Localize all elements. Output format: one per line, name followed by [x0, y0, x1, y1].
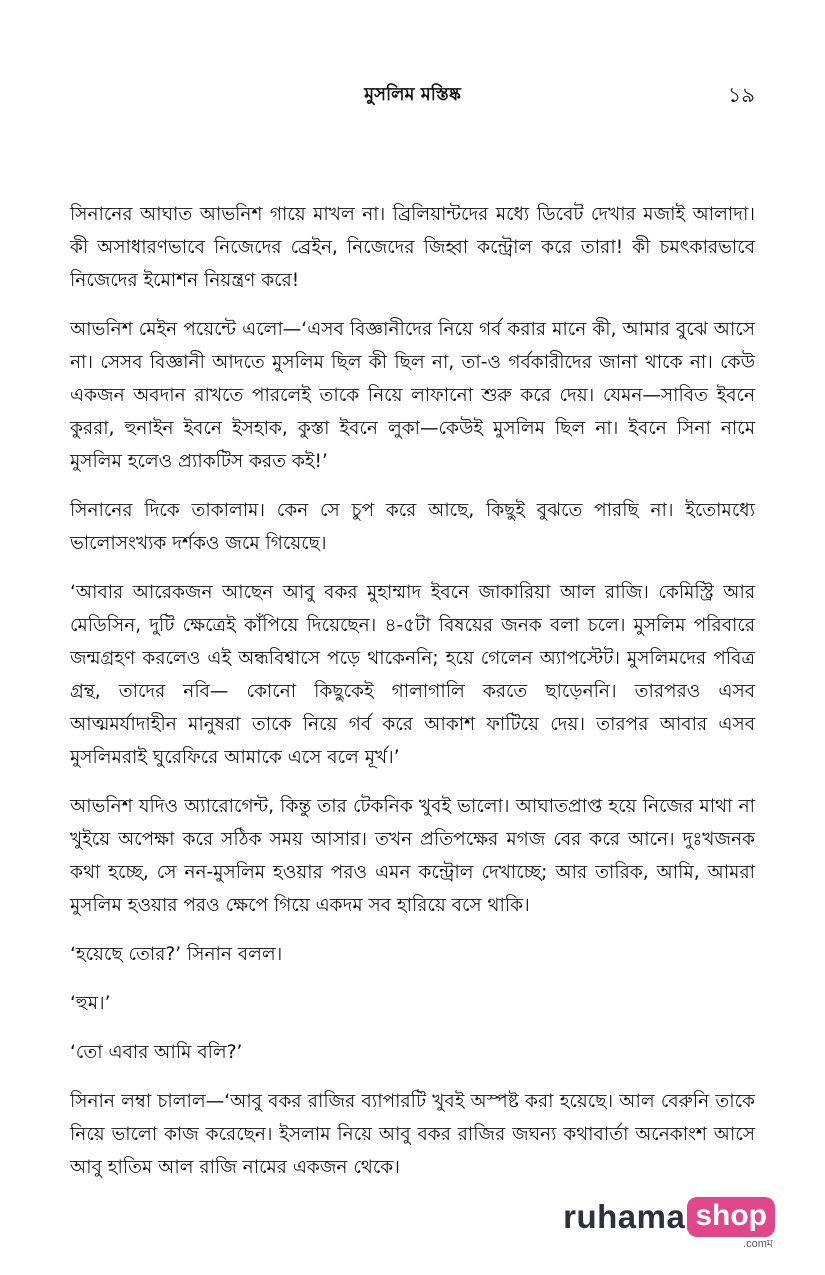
logo-text-domain: .comম	[743, 1238, 773, 1250]
paragraph-7: ‘হুম।’	[70, 993, 111, 1014]
page-number: ১৯	[727, 83, 755, 107]
page-header	[70, 80, 755, 110]
paragraph-5: আভনিশ যদিও অ্যারোগেন্ট, কিন্তু তার টেকনিক খুবই ভালো। আঘাতপ্রাপ্ত হয়ে নিজের মাথা না খুইয়ে অপেক্ষা করে সঠিক সময় আসার। তখন প্রতিপক্ষের মগজ বের করে আনে। দুঃখজনক কথা হচ্ছে, সে নন-মুসলিম হওয়ার পরও এমন কন্ট্রোল দেখাচ্ছে; আর তারিক, আমি, আমরা মুসলিম হওয়ার পরও ক্ষেপে গিয়ে একদম সব হারিয়ে বসে থাকি।	[70, 796, 755, 916]
paragraph-8: ‘তো এবার আমি বলি?’	[70, 1042, 243, 1063]
book-title: মুসলিম মস্তিষ্ক	[364, 84, 461, 105]
paragraph-1: সিনানের আঘাত আভনিশ গায়ে মাখল না। ব্রিলিয়ান্টদের মধ্যে ডিবেট দেখার মজাই আলাদা। কী অসাধারণভাবে নিজেদের ব্রেইন, নিজেদের জিহ্বা কন্ট্রোল করে তারা! কী চমৎকারভাবে নিজেদের ইমোশন নিয়ন্ত্রণ করে!	[70, 204, 755, 291]
ruhamashop-logo	[563, 1197, 775, 1250]
paragraph-3: সিনানের দিকে তাকালাম। কেন সে চুপ করে আছে, কিছুই বুঝতে পারছি না। ইতোমধ্যে ভালোসংখ্যক দর্শকও জমে গিয়েছে।	[70, 500, 755, 554]
paragraph-6: ‘হয়েছে তোর?’ সিনান বলল।	[70, 944, 283, 965]
paragraph-4: ‘আবার আরেকজন আছেন আবু বকর মুহাম্মাদ ইবনে জাকারিয়া আল রাজি। কেমিস্ট্রি আর মেডিসিন, দুটি ক্ষেত্রেই কাঁপিয়ে দিয়েছেন। ৪-৫টা বিষয়ের জনক বলা চলে। মুসলিম পরিবারে জন্মগ্রহণ করলেও এই অন্ধবিশ্বাসে পড়ে থাকেননি; হয়ে গেলেন অ্যাপস্টেট। মুসলিমদের পবিত্র গ্রন্থ, তাদের নবি— কোনো কিছুকেই গালাগালি করতে ছাড়েননি। তারপরও এসব আত্মমর্যাদাহীন মানুষরা তাকে নিয়ে গর্ব করে আকাশ ফাটিয়ে দেয়। তারপর আবার এসব মুসলিমরাই ঘুরেফিরে আমাকে এসে বলে মূর্খ।’	[70, 582, 755, 768]
logo-text-shop: shop	[687, 1197, 775, 1237]
paragraph-9: সিনান লম্বা চালাল—‘আবু বকর রাজির ব্যাপারটি খুবই অস্পষ্ট করা হয়েছে। আল বেরুনি তাকে নিয়ে ভালো কাজ করেছেন। ইসলাম নিয়ে আবু বকর রাজির জঘন্য কথাবার্তা অনেকাংশ আসে আবু হাতিম আল রাজি নামের একজন থেকে।	[70, 1091, 755, 1178]
logo-text-ruhama: ruhama	[563, 1198, 686, 1235]
paragraph-2: আভনিশ মেইন পয়েন্টে এলো—‘এসব বিজ্ঞানীদের নিয়ে গর্ব করার মানে কী, আমার বুঝে আসে না। সেসব বিজ্ঞানী আদতে মুসলিম ছিল কী ছিল না, তা-ও গর্বকারীদের জানা থাকে না। কেউ একজন অবদান রাখতে পারলেই তাকে নিয়ে লাফানো শুরু করে দেয়। যেমন—সাবিত ইবনে কুররা, হুনাইন ইবনে ইসহাক, কুস্তা ইবনে লুকা—কেউই মুসলিম ছিল না। ইবনে সিনা নামে মুসলিম হলেও প্র্যাকটিস করত কই!’	[70, 319, 755, 472]
page-body	[70, 198, 755, 1200]
logo-shop-badge	[687, 1197, 775, 1250]
